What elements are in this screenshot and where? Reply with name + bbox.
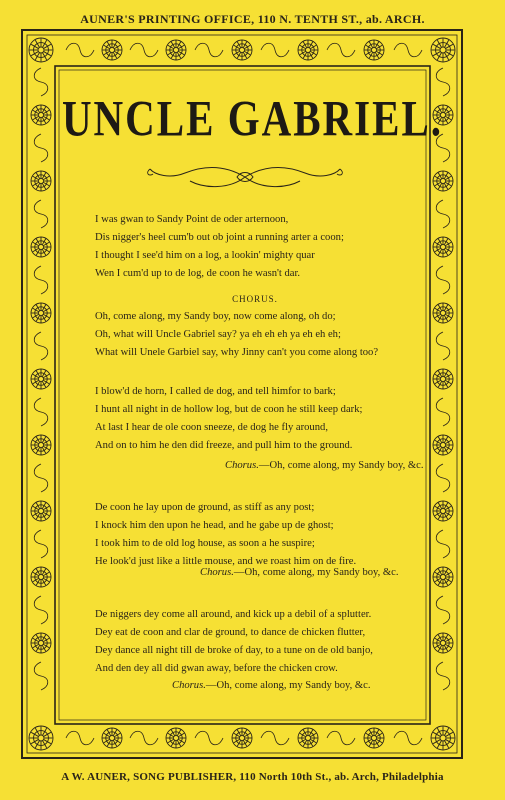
border-scroll — [66, 43, 94, 57]
border-rosette — [31, 237, 51, 257]
chorus-line: What will Unele Garbiel say, why Jinny can't you come along too? — [95, 347, 379, 358]
border-rosette — [29, 726, 53, 750]
border-scroll — [34, 530, 48, 558]
border-scroll — [261, 43, 289, 57]
verse-line: At last I hear de ole coon sneeze, de dog he fly around, — [95, 422, 328, 433]
verse-4 — [95, 606, 455, 678]
verse-line: I took him to de old log house, as soon a he suspire; — [95, 538, 315, 549]
border-scroll — [394, 43, 422, 57]
border-scroll — [34, 662, 48, 690]
verse-line: Dey eat de coon and clar de ground, to dance de chicken flutter, — [95, 627, 366, 638]
chorus-line: Oh, come along, my Sandy boy, now come along, oh do; — [95, 311, 336, 322]
chorus-line: Oh, what will Uncle Gabriel say? ya eh eh eh ya eh eh eh; — [95, 329, 341, 340]
border-rosette — [31, 369, 51, 389]
verse-line: Dis nigger's heel cum'b out ob joint a running arter a coon; — [95, 232, 344, 243]
chorus-label: Chorus. — [200, 567, 234, 578]
chorus-label: Chorus. — [225, 460, 259, 471]
verse-line: He look'd just like a little mouse, and we roast him on de fire. — [95, 556, 357, 567]
border-rosette — [364, 728, 384, 748]
border-scroll — [34, 266, 48, 294]
border-rosette — [31, 171, 51, 191]
verse-line: I was gwan to Sandy Point de oder arternoon, — [95, 214, 289, 225]
border-rosette — [298, 40, 318, 60]
chorus-reference — [172, 680, 371, 691]
border-rosette — [31, 303, 51, 323]
border-rosette — [31, 567, 51, 587]
border-rosette — [102, 40, 122, 60]
border-rosette — [31, 105, 51, 125]
border-scroll — [394, 731, 422, 745]
border-rosette — [102, 728, 122, 748]
chorus-text: —Oh, come along, my Sandy boy, &c. — [205, 680, 371, 691]
verse-line: And den dey all did gwan away, before the chicken crow. — [95, 663, 338, 674]
border-scroll — [130, 43, 158, 57]
verse-line: I knock him den upon he head, and he gabe up de ghost; — [95, 520, 334, 531]
border-scroll — [261, 731, 289, 745]
border-rosette — [166, 728, 186, 748]
verse-line: I thought I see'd him on a log, a lookin' mighty quar — [95, 250, 315, 261]
border-scroll — [34, 596, 48, 624]
border-scroll — [34, 332, 48, 360]
border-scroll — [327, 731, 355, 745]
border-scroll — [34, 398, 48, 426]
verse-3 — [95, 499, 455, 571]
border-scroll — [195, 43, 223, 57]
border-rosette — [29, 38, 53, 62]
chorus-label: Chorus. — [172, 680, 206, 691]
verse-line: I hunt all night in de hollow log, but de coon he still keep dark; — [95, 404, 363, 415]
border-rosette — [433, 171, 453, 191]
chorus-reference — [225, 460, 424, 471]
border-rosette — [232, 728, 252, 748]
border-rosette — [364, 40, 384, 60]
song-title: UNCLE GABRIEL. — [61, 89, 444, 147]
border-rosette — [31, 633, 51, 653]
border-scroll — [195, 731, 223, 745]
chorus-text: —Oh, come along, my Sandy boy, &c. — [258, 460, 424, 471]
verse-line: De niggers dey come all around, and kick up a debil of a splutter. — [95, 609, 372, 620]
border-rosette — [166, 40, 186, 60]
border-scroll — [436, 464, 450, 492]
border-rosette — [431, 38, 455, 62]
chorus-block — [95, 290, 455, 362]
verse-2 — [95, 383, 455, 455]
border-rosette — [431, 726, 455, 750]
border-scroll — [34, 134, 48, 162]
chorus-text: —Oh, come along, my Sandy boy, &c. — [233, 567, 399, 578]
border-scroll — [66, 731, 94, 745]
border-scroll — [34, 200, 48, 228]
verse-line: Dey dance all night till de broke of day, to a tune on de old banjo, — [95, 645, 373, 656]
border-scroll — [34, 464, 48, 492]
verse-1 — [95, 211, 455, 283]
chorus-reference — [200, 567, 399, 578]
verse-line: I blow'd de horn, I called de dog, and tell himfor to bark; — [95, 386, 336, 397]
title-flourish — [145, 163, 345, 191]
border-rosette — [232, 40, 252, 60]
chorus-heading: CHORUS. — [232, 294, 278, 304]
border-scroll — [34, 68, 48, 96]
border-scroll — [327, 43, 355, 57]
publisher-footer: A W. AUNER, SONG PUBLISHER, 110 North 10th St., ab. Arch, Philadelphia — [61, 771, 444, 783]
verse-line: Wen I cum'd up to de log, de coon he wasn't dar. — [95, 268, 301, 279]
printer-header: AUNER'S PRINTING OFFICE, 110 N. TENTH ST., ab. ARCH. — [80, 12, 425, 26]
border-rosette — [31, 501, 51, 521]
border-rosette — [31, 435, 51, 455]
border-scroll — [130, 731, 158, 745]
border-rosette — [298, 728, 318, 748]
verse-line: And on to him he den did freeze, and pull him to the ground. — [95, 440, 353, 451]
verse-line: De coon he lay upon de ground, as stiff as any post; — [95, 502, 315, 513]
